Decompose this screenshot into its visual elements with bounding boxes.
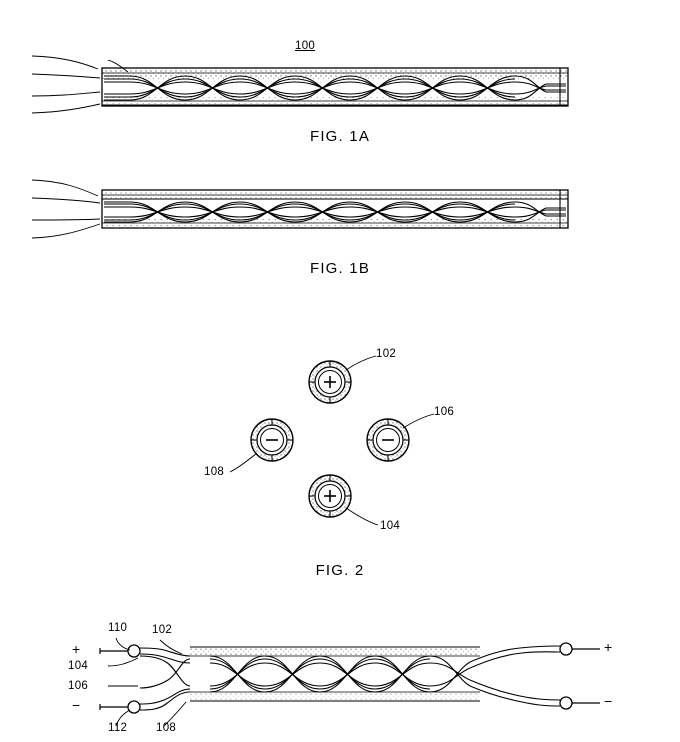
figure-1b-leaders (2, 172, 122, 262)
figure-2-ref-104: 104 (380, 520, 401, 532)
figure-2-conductor-108 (230, 419, 293, 472)
figure-2 (200, 350, 480, 550)
figure-2-drawing (200, 350, 480, 550)
figure-3-ref-106: 106 (68, 680, 89, 692)
figure-3-ref-108: 108 (156, 722, 177, 734)
figure-2-conductor-102 (309, 356, 376, 403)
figure-3-ref-104: 104 (68, 660, 89, 672)
figure-2-conductor-104 (309, 475, 378, 525)
figure-2-ref-102: 102 (376, 348, 397, 360)
figure-2-ref-106: 106 (434, 406, 455, 418)
figure-1b (100, 182, 570, 244)
figure-1b-caption: FIG. 1B (309, 260, 371, 277)
figure-3-right-terminals (560, 643, 600, 709)
figure-1b-drawing (100, 182, 570, 244)
figure-1a-leaders (2, 48, 122, 138)
figure-3-drawing (60, 628, 620, 740)
figure-2-ref-108: 108 (204, 466, 225, 478)
figure-3-left-terminals (100, 645, 140, 713)
figure-1a-caption: FIG. 1A (309, 128, 371, 145)
figure-3-terminal-minus-right: − (604, 693, 613, 709)
figure-3-terminal-plus-right: + (604, 639, 613, 655)
figure-3-terminal-plus-left: + (72, 641, 81, 657)
figure-2-conductor-106 (367, 414, 434, 461)
figure-2-caption: FIG. 2 (315, 562, 365, 579)
figure-1a-drawing (100, 60, 570, 122)
figure-1a (100, 40, 570, 122)
figure-1a-ref-100: 100 (295, 40, 316, 52)
figure-3-ref-110: 110 (108, 622, 128, 634)
figure-3-ref-102: 102 (152, 624, 173, 636)
figure-3-ref-112: 112 (108, 722, 128, 734)
figure-3 (60, 622, 620, 740)
figure-3-terminal-minus-left: − (72, 697, 81, 713)
